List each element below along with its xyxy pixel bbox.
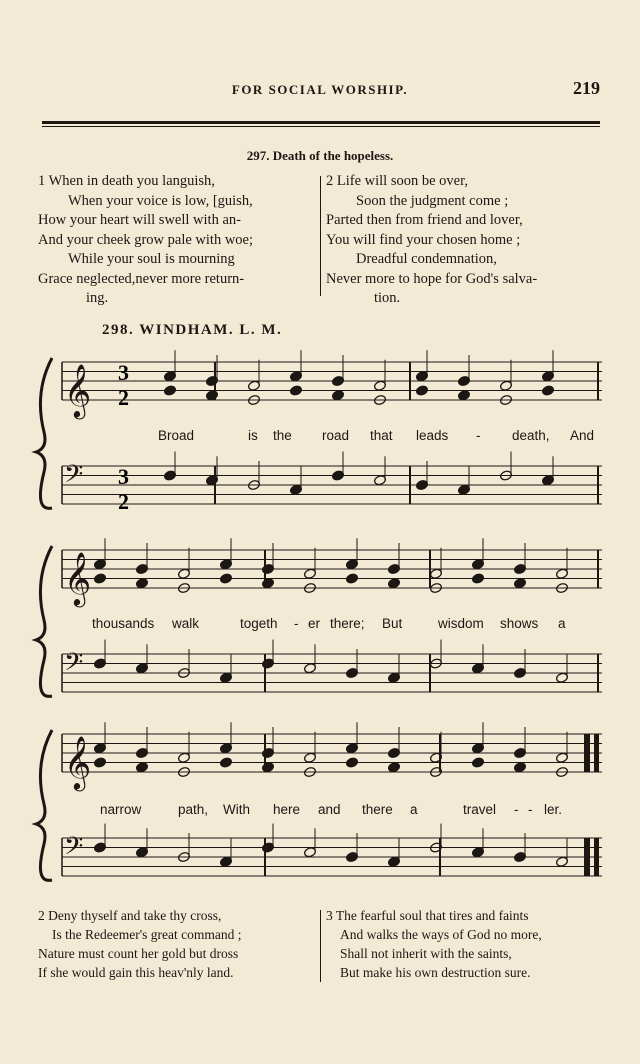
note-head <box>135 578 148 589</box>
lyric: - <box>476 428 481 443</box>
lyric: death, <box>512 428 550 443</box>
note-head <box>261 762 274 773</box>
note-head <box>345 573 358 584</box>
note-head <box>93 573 106 584</box>
stanza-line: Grace neglected,never more return- <box>38 270 245 287</box>
lyric: wisdom <box>438 616 484 631</box>
running-header: FOR SOCIAL WORSHIP. <box>231 82 409 97</box>
page-number: 219 <box>573 78 600 98</box>
bass-time-sig-top: 3 <box>118 464 129 489</box>
lyric: - <box>514 802 519 817</box>
lyric: Broad <box>158 428 195 443</box>
lyric: - <box>294 616 299 631</box>
stanza-line: Soon the judgment come ; <box>356 192 509 209</box>
note-head <box>261 578 274 589</box>
note-head <box>163 385 176 396</box>
lyric: shows <box>500 616 539 631</box>
bass-time-sig-bottom: 2 <box>118 489 129 514</box>
stanza-line: Is the Redeemer's great command ; <box>52 927 242 942</box>
note-head <box>541 385 554 396</box>
note-head <box>331 390 344 401</box>
note-head <box>415 385 428 396</box>
lyric: But <box>382 616 403 631</box>
stanza-line: Parted then from friend and lover, <box>326 212 523 228</box>
lyric: path, <box>178 802 209 817</box>
lyric: walk <box>172 616 200 631</box>
stanza-line: Nature must count her gold but dross <box>38 946 239 961</box>
lyric: er <box>308 616 321 631</box>
stanza-line: Never more to hope for God's salva- <box>326 270 538 287</box>
column-divider <box>320 910 321 982</box>
note-head <box>513 578 526 589</box>
note-head <box>471 573 484 584</box>
lyric: a <box>558 616 566 631</box>
brace-icon <box>36 358 52 508</box>
note-head <box>219 757 232 768</box>
stanza-3 <box>326 906 542 982</box>
stanza-line: 3 The fearful soul that tires and faints <box>326 908 529 923</box>
note-head <box>219 573 232 584</box>
stanza-line: You will find your chosen home ; <box>326 231 521 248</box>
tune-298-title: 298. WINDHAM. L. M. <box>102 322 283 338</box>
lyric: there; <box>330 616 365 631</box>
lyric: And <box>570 428 595 443</box>
lyric: there <box>362 802 393 817</box>
stanza-line: If she would gain this heav'nly land. <box>38 965 234 980</box>
stanza-line: How your heart will swell with an- <box>38 212 241 228</box>
stanza-2 <box>38 906 242 982</box>
bass-clef-icon: 𝄢 <box>64 831 84 867</box>
stanza-line: 1 When in death you languish, <box>38 173 215 189</box>
lyric: - <box>528 802 533 817</box>
stanza-line: And walks the ways of God no more, <box>340 927 542 942</box>
note-head <box>345 757 358 768</box>
lyric: leads <box>416 428 449 443</box>
stanza-line: tion. <box>374 290 401 306</box>
lyric: road <box>322 428 350 443</box>
stanza-line: 2 Life will soon be over, <box>326 173 468 189</box>
final-bar <box>584 734 590 772</box>
lyric: togeth <box>240 616 278 631</box>
final-bar <box>594 734 599 772</box>
final-bar <box>594 838 599 876</box>
lyric: here <box>273 802 301 817</box>
brace-icon <box>36 546 52 696</box>
note-head <box>471 757 484 768</box>
stanza-line: When your voice is low, [guish, <box>68 192 253 209</box>
final-bar <box>584 838 590 876</box>
note-head <box>513 762 526 773</box>
note-head <box>457 390 470 401</box>
treble-time-sig-bottom: 2 <box>118 385 129 410</box>
lyric: ler. <box>544 802 563 817</box>
bass-clef-icon: 𝄢 <box>64 459 84 495</box>
stanza-line: And your cheek grow pale with woe; <box>38 231 254 248</box>
stanza-line: But make his own destruction sure. <box>340 965 531 980</box>
note-head <box>93 757 106 768</box>
note-head <box>289 385 302 396</box>
bass-clef-icon: 𝄢 <box>64 647 84 683</box>
lyric: the <box>273 428 292 443</box>
brace-icon <box>36 730 52 880</box>
note-head <box>387 762 400 773</box>
stanza-line: Shall not inherit with the saints, <box>340 946 512 961</box>
lyric: With <box>223 802 250 817</box>
lyric: travel <box>463 802 497 817</box>
lyric: narrow <box>100 802 142 817</box>
lyric: a <box>410 802 418 817</box>
lyric: that <box>370 428 393 443</box>
stanza-line: ing. <box>86 290 109 306</box>
lyric: and <box>318 802 341 817</box>
lyric: thousands <box>92 616 155 631</box>
lyric: is <box>248 428 258 443</box>
stanza-line: 2 Deny thyself and take thy cross, <box>38 908 222 923</box>
note-head <box>205 390 218 401</box>
treble-clef-icon: 𝄞 <box>64 735 92 789</box>
treble-time-sig-top: 3 <box>118 360 129 385</box>
stanza-line: Dreadful condemnation, <box>356 251 497 267</box>
note-head <box>135 762 148 773</box>
note-head <box>387 578 400 589</box>
stanza-line: While your soul is mourning <box>68 251 235 267</box>
treble-clef-icon: 𝄞 <box>64 551 92 605</box>
hymn-297-title: 297. Death of the hopeless. <box>246 148 394 163</box>
treble-clef-icon: 𝄞 <box>64 363 92 417</box>
